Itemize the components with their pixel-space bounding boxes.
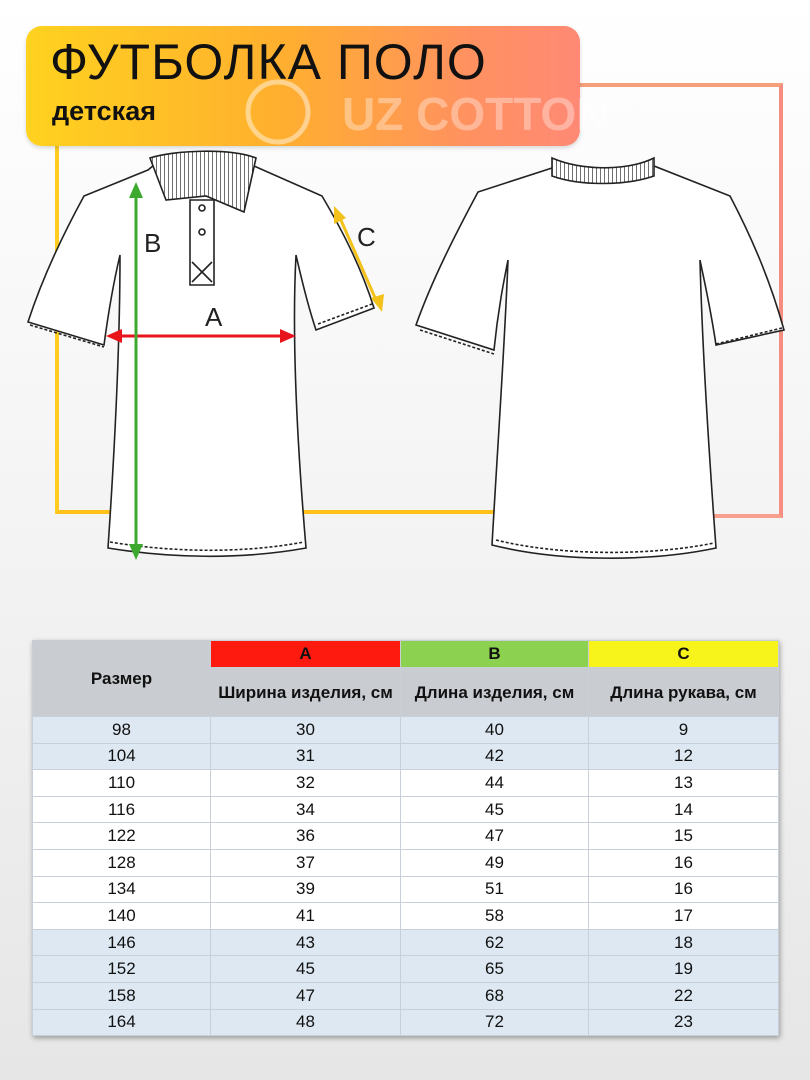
table-row <box>33 982 779 1009</box>
length-cell: 62 <box>401 929 589 956</box>
dimension-c-label: C <box>357 222 376 252</box>
sleeve-cell: 16 <box>589 849 779 876</box>
size-cell: 164 <box>33 1009 211 1036</box>
sleeve-cell: 18 <box>589 929 779 956</box>
sleeve-cell: 22 <box>589 982 779 1009</box>
width-cell: 48 <box>211 1009 401 1036</box>
size-cell: 146 <box>33 929 211 956</box>
table-row <box>33 796 779 823</box>
page-subtitle: детская <box>52 96 156 126</box>
column-a-letter: A <box>211 641 401 668</box>
length-cell: 68 <box>401 982 589 1009</box>
length-cell: 51 <box>401 876 589 903</box>
table-row <box>33 929 779 956</box>
size-cell: 158 <box>33 982 211 1009</box>
length-cell: 44 <box>401 770 589 797</box>
dimension-b-label: B <box>144 228 162 258</box>
width-cell: 32 <box>211 770 401 797</box>
length-cell: 40 <box>401 717 589 744</box>
table-row <box>33 717 779 744</box>
table-row <box>33 956 779 983</box>
length-cell: 45 <box>401 796 589 823</box>
table-row <box>33 823 779 850</box>
size-cell: 122 <box>33 823 211 850</box>
table-row <box>33 743 779 770</box>
size-cell: 110 <box>33 770 211 797</box>
width-cell: 47 <box>211 982 401 1009</box>
width-cell: 30 <box>211 717 401 744</box>
watermark-text: UZ COTTON <box>342 88 610 140</box>
sleeve-cell: 13 <box>589 770 779 797</box>
column-c-letter: C <box>589 641 779 668</box>
width-cell: 39 <box>211 876 401 903</box>
table-row <box>33 903 779 930</box>
sleeve-cell: 12 <box>589 743 779 770</box>
sleeve-cell: 19 <box>589 956 779 983</box>
width-cell: 43 <box>211 929 401 956</box>
width-cell: 45 <box>211 956 401 983</box>
size-cell: 104 <box>33 743 211 770</box>
size-column-header: Размер <box>33 641 211 717</box>
column-a-label: Ширина изделия, см <box>211 668 401 717</box>
table-row <box>33 1009 779 1036</box>
length-cell: 49 <box>401 849 589 876</box>
size-cell: 134 <box>33 876 211 903</box>
polo-front-illustration <box>28 151 374 556</box>
size-chart-table <box>32 640 779 1036</box>
width-cell: 41 <box>211 903 401 930</box>
column-b-label: Длина изделия, см <box>401 668 589 717</box>
sleeve-cell: 14 <box>589 796 779 823</box>
table-row <box>33 770 779 797</box>
sleeve-cell: 15 <box>589 823 779 850</box>
sleeve-cell: 17 <box>589 903 779 930</box>
length-cell: 72 <box>401 1009 589 1036</box>
dimension-a-label: A <box>205 302 223 332</box>
size-cell: 152 <box>33 956 211 983</box>
page-title: ФУТБОЛКА ПОЛО <box>50 34 487 90</box>
column-c-label: Длина рукава, см <box>589 668 779 717</box>
width-cell: 37 <box>211 849 401 876</box>
sleeve-cell: 23 <box>589 1009 779 1036</box>
table-row <box>33 849 779 876</box>
table-row <box>33 876 779 903</box>
polo-back-illustration <box>416 158 784 558</box>
length-cell: 58 <box>401 903 589 930</box>
size-cell: 128 <box>33 849 211 876</box>
column-b-letter: B <box>401 641 589 668</box>
size-cell: 140 <box>33 903 211 930</box>
length-cell: 65 <box>401 956 589 983</box>
size-cell: 116 <box>33 796 211 823</box>
length-cell: 42 <box>401 743 589 770</box>
sleeve-cell: 16 <box>589 876 779 903</box>
sleeve-cell: 9 <box>589 717 779 744</box>
width-cell: 34 <box>211 796 401 823</box>
width-cell: 31 <box>211 743 401 770</box>
width-cell: 36 <box>211 823 401 850</box>
length-cell: 47 <box>401 823 589 850</box>
size-cell: 98 <box>33 717 211 744</box>
